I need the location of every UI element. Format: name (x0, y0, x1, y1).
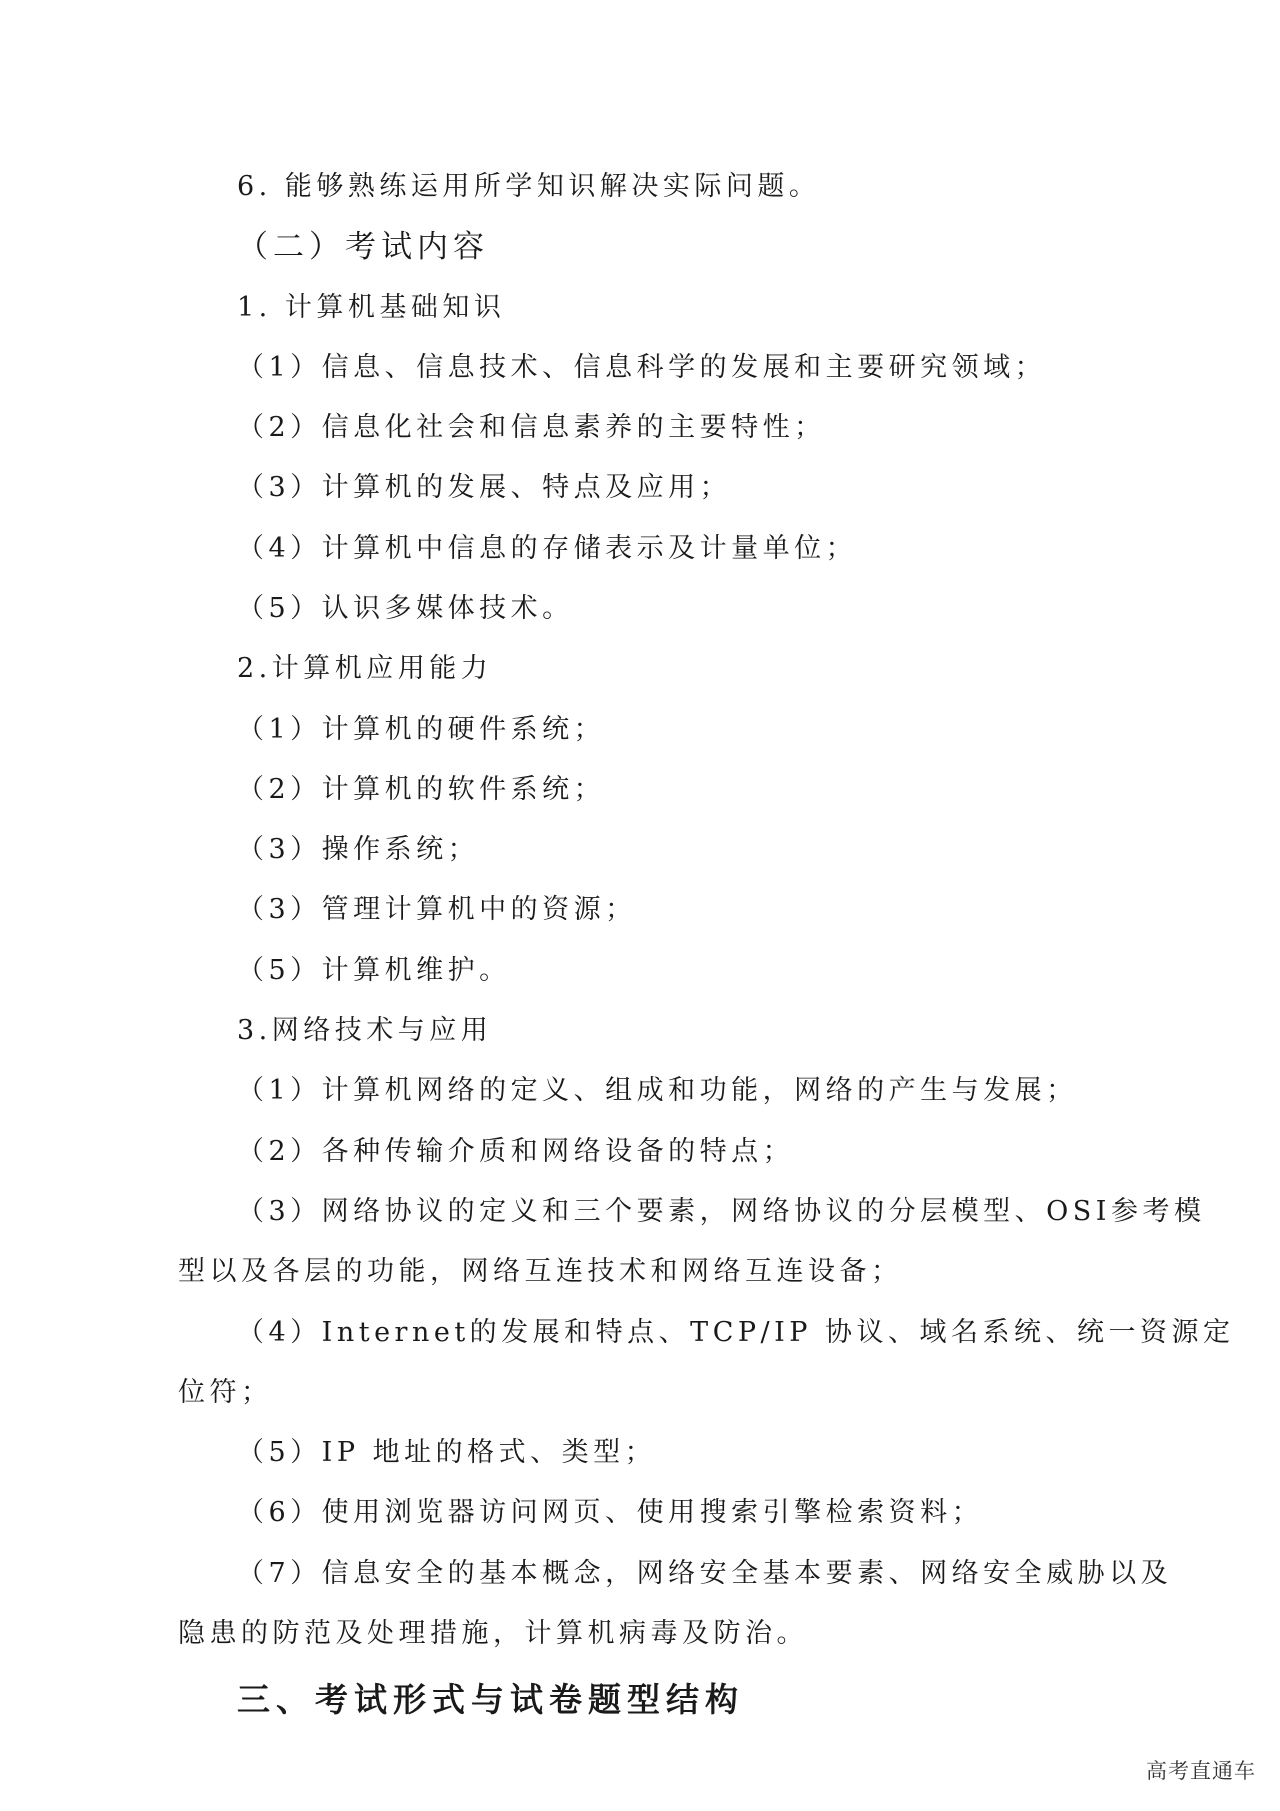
list-item: （3）计算机的发展、特点及应用； (237, 472, 732, 503)
watermark-label: 高考直通车 (1146, 1759, 1256, 1783)
list-item: （2）各种传输介质和网络设备的特点； (237, 1136, 795, 1167)
list-item: （5）IP 地址的格式、类型； (237, 1437, 657, 1468)
list-item: （3）操作系统； (237, 834, 480, 865)
list-item: （5）计算机维护。 (237, 955, 511, 986)
list-item: （1）信息、信息技术、信息科学的发展和主要研究领域； (237, 352, 1047, 383)
list-item: （2）信息化社会和信息素养的主要特性； (237, 412, 826, 443)
list-item: （1）计算机网络的定义、组成和功能，网络的产生与发展； (237, 1075, 1078, 1106)
subheading-exam-content: （二）考试内容 (237, 229, 489, 265)
list-item: （3）管理计算机中的资源； (237, 894, 637, 925)
list-item: （4）Internet的发展和特点、TCP/IP 协议、域名系统、统一资源定 (237, 1317, 1235, 1348)
list-item-continuation: 型以及各层的功能，网络互连技术和网络互连设备； (178, 1256, 903, 1287)
list-item: （3）网络协议的定义和三个要素，网络协议的分层模型、OSI参考模 (237, 1196, 1206, 1227)
list-item: （5）认识多媒体技术。 (237, 593, 574, 624)
section-heading-exam-format: 三、考试形式与试卷题型结构 (237, 1680, 744, 1719)
list-item-continuation: 隐患的防范及处理措施，计算机病毒及防治。 (178, 1618, 808, 1649)
topic-heading-2: 2.计算机应用能力 (237, 653, 493, 684)
list-item: （2）计算机的软件系统； (237, 774, 606, 805)
list-item: （6）使用浏览器访问网页、使用搜索引擎检索资料； (237, 1497, 984, 1528)
topic-heading-3: 3.网络技术与应用 (237, 1015, 493, 1046)
list-item-continuation: 位符； (178, 1377, 273, 1408)
list-item: （1）计算机的硬件系统； (237, 714, 606, 745)
list-item: （4）计算机中信息的存储表示及计量单位； (237, 533, 858, 564)
topic-heading-1: 1. 计算机基础知识 (237, 292, 506, 323)
objective-item-6: 6. 能够熟练运用所学知识解决实际问题。 (237, 171, 821, 202)
list-item: （7）信息安全的基本概念，网络安全基本要素、网络安全威胁以及 (237, 1558, 1173, 1589)
